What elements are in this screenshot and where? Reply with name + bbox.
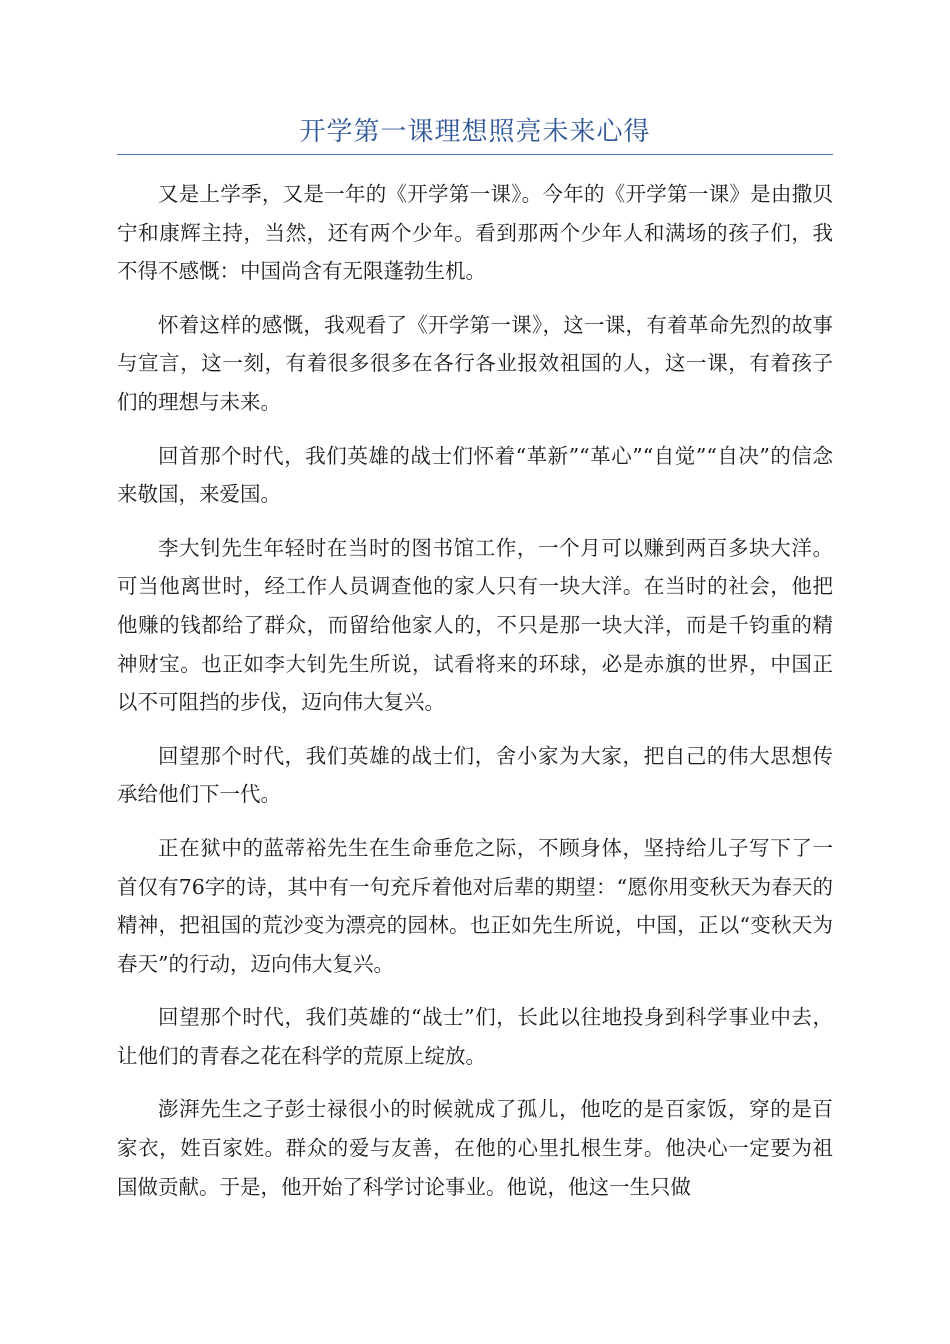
title-underline-rule xyxy=(117,154,833,155)
paragraph-6: 正在狱中的蓝蒂裕先生在生命垂危之际，不顾身体，坚持给儿子写下了一首仅有76字的诗，其中有一句充斥着他对后辈的期望：“愿你用变秋天为春天的精神，把祖国的荒沙变为漂亮的园林。也正如先生所说，中国，正以“变秋天为春天”的行动，迈向伟大复兴。 xyxy=(117,835,833,976)
paragraph-3: 回首那个时代，我们英雄的战士们怀着“革新”“革心”“自觉”“自决”的信念来敬国，来爱国。 xyxy=(117,443,833,507)
paragraph-8: 澎湃先生之子彭士禄很小的时候就成了孤儿，他吃的是百家饭，穿的是百家衣，姓百家姓。群众的爱与友善，在他的心里扎根生芽。他决心一定要为祖国做贡献。于是，他开始了科学讨论事业。他说，他这一生只做 xyxy=(117,1097,833,1199)
document-body xyxy=(117,175,833,1221)
paragraph-1: 又是上学季，又是一年的《开学第一课》。今年的《开学第一课》是由撒贝宁和康辉主持，当然，还有两个少年。看到那两个少年人和满场的孩子们，我不得不感慨：中国尚含有无限蓬勃生机。 xyxy=(117,182,833,284)
paragraph-2: 怀着这样的感慨，我观看了《开学第一课》，这一课，有着革命先烈的故事与宣言，这一刻，有着很多很多在各行各业报效祖国的人，这一课，有着孩子们的理想与未来。 xyxy=(117,312,833,414)
document-title: 开学第一课理想照亮未来心得 xyxy=(299,117,651,147)
paragraph-4: 李大钊先生年轻时在当时的图书馆工作，一个月可以赚到两百多块大洋。可当他离世时，经工作人员调查他的家人只有一块大洋。在当时的社会，他把他赚的钱都给了群众，而留给他家人的，不只是那一块大洋，而是千钧重的精神财宝。也正如李大钊先生所说，试看将来的环球，必是赤旗的世界，中国正以不可阻挡的步伐，迈向伟大复兴。 xyxy=(117,535,833,715)
paragraph-7: 回望那个时代，我们英雄的“战士”们，长此以往地投身到科学事业中去，让他们的青春之花在科学的荒原上绽放。 xyxy=(117,1005,833,1068)
paragraph-5: 回望那个时代，我们英雄的战士们，舍小家为大家，把自己的伟大思想传承给他们下一代。 xyxy=(117,743,833,807)
